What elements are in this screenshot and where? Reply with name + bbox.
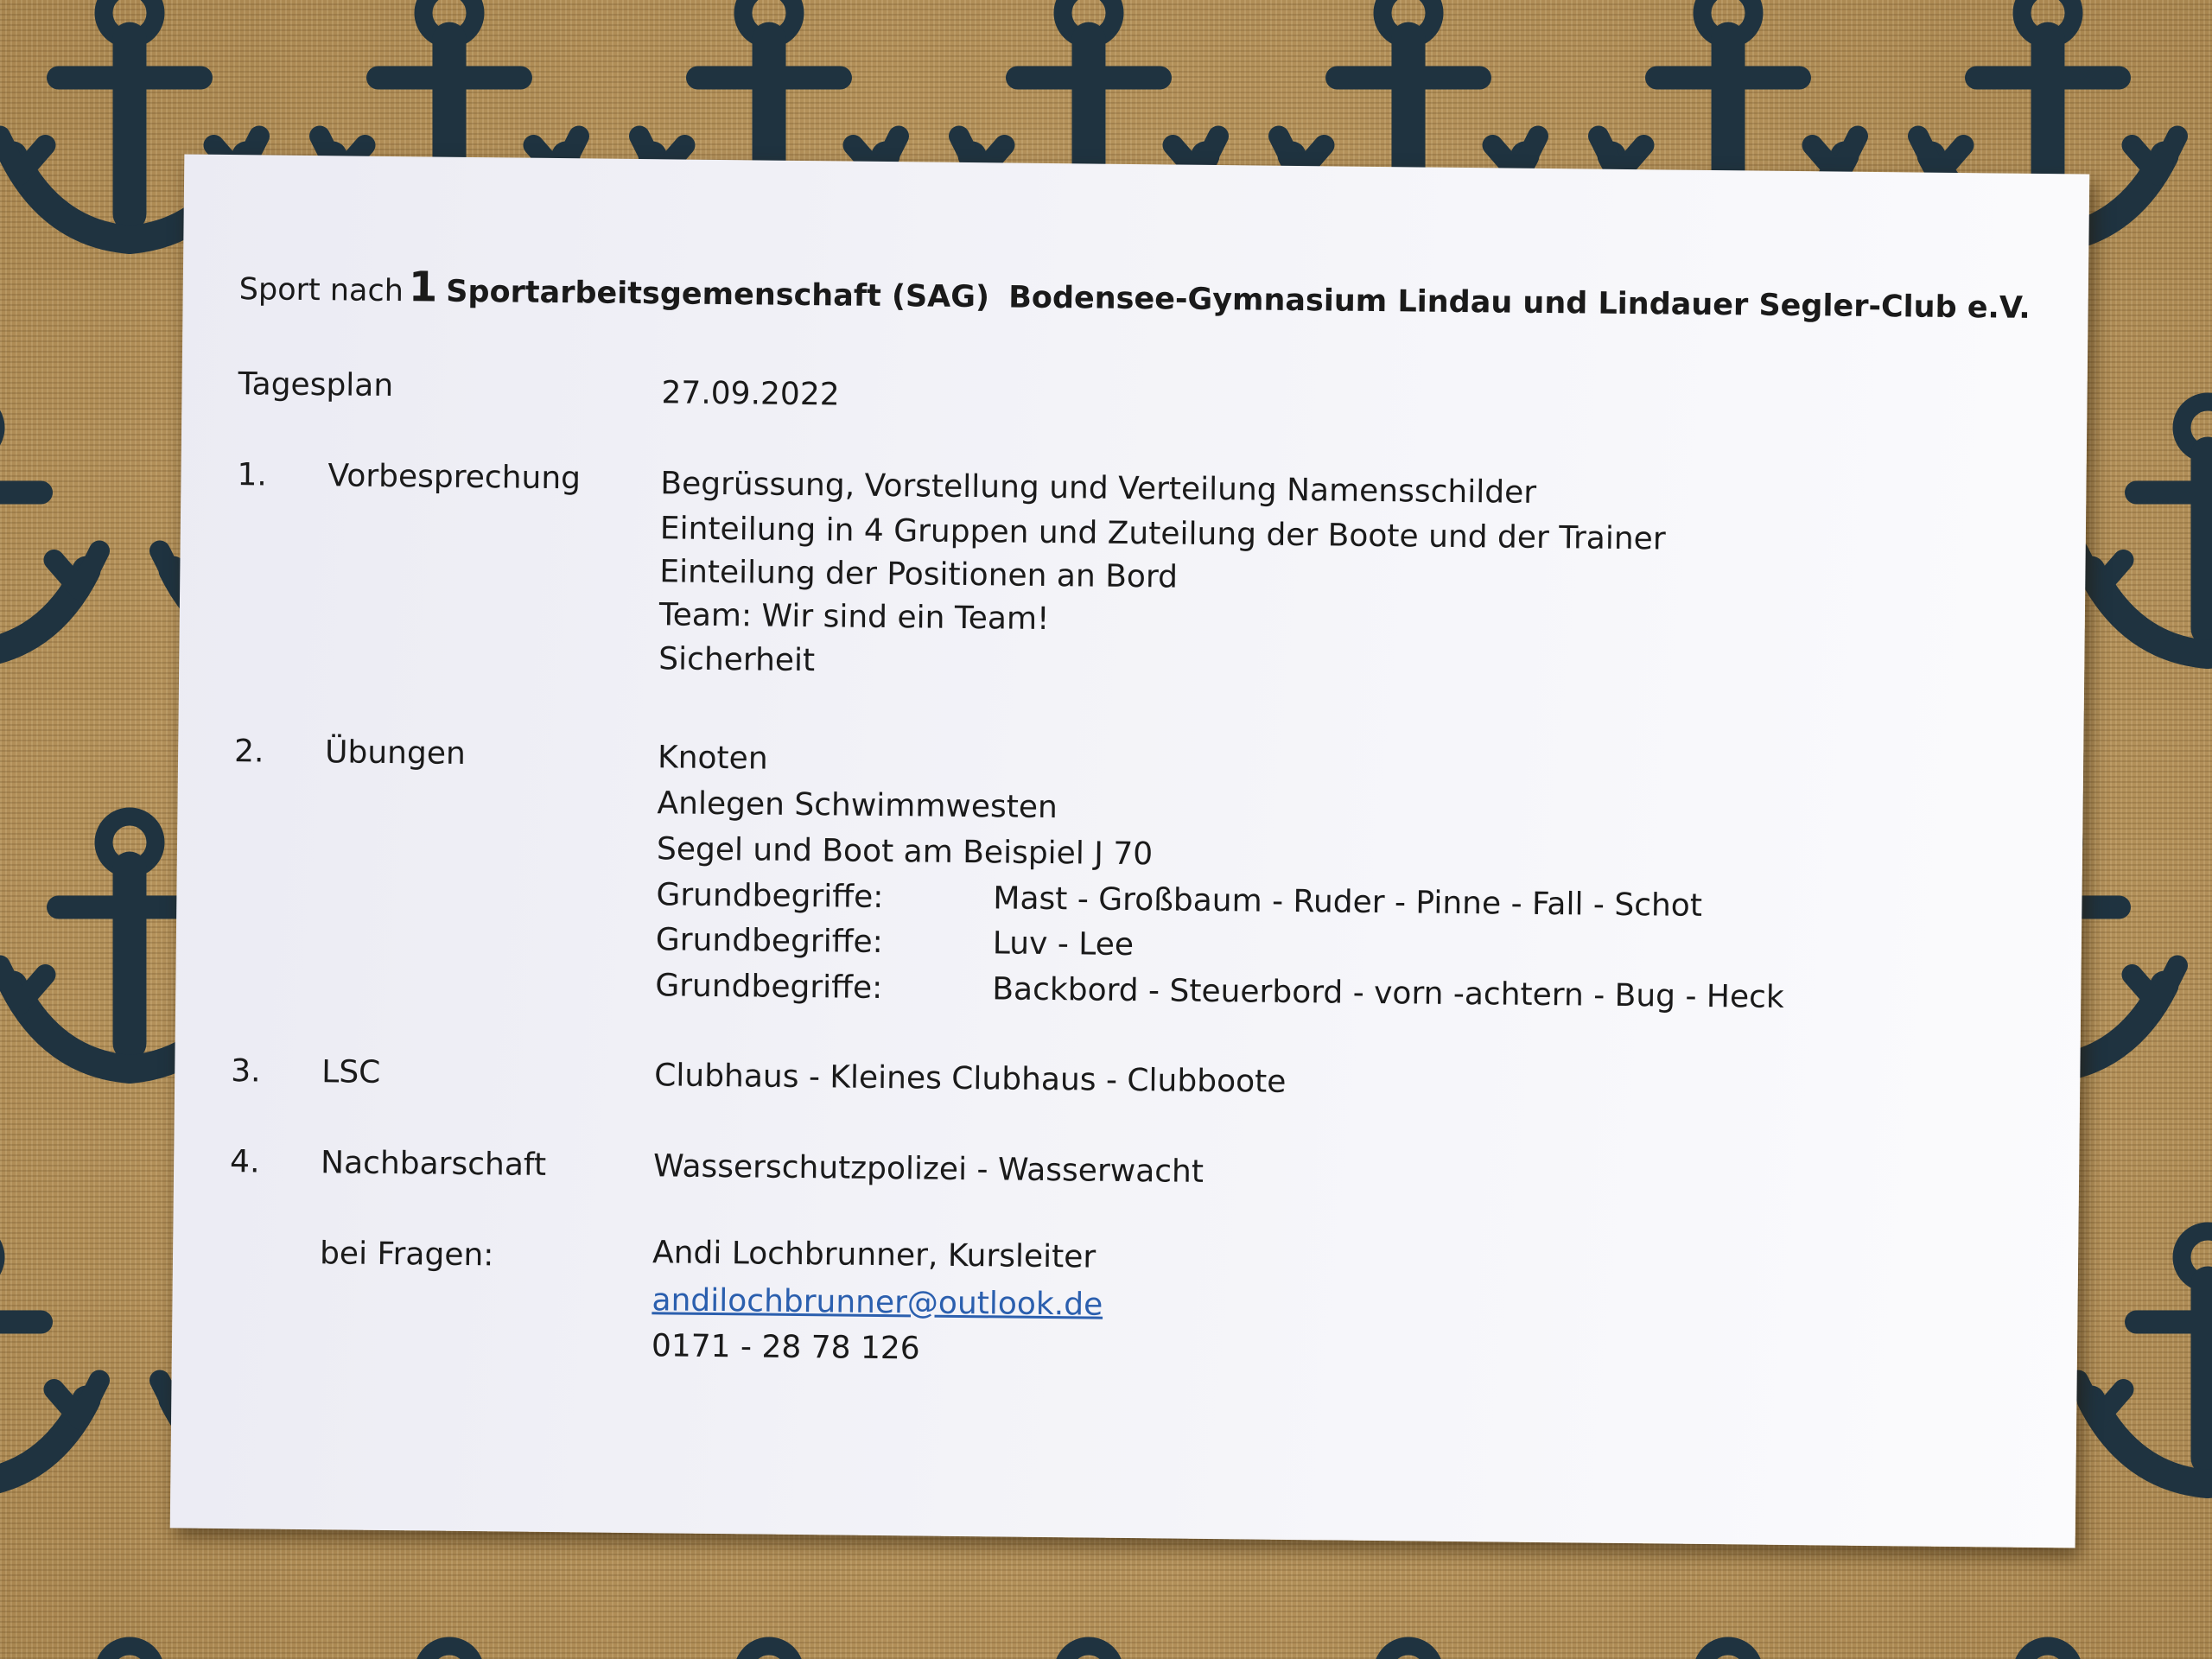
document-header [238, 263, 2031, 331]
section-3-item: Clubhaus - Kleines Clubhaus - Clubboote [654, 1058, 1287, 1100]
section-1-item: Sicherheit [658, 641, 816, 679]
section-1-title: Vorbesprechung [327, 458, 582, 497]
section-3-number: 3. [231, 1053, 261, 1090]
anchor-icon [0, 1646, 259, 1659]
contact-label: bei Fragen: [319, 1236, 494, 1274]
header-number: 1 [408, 263, 438, 312]
plan-date: 27.09.2022 [661, 375, 840, 413]
section-1-item: Einteilung in 4 Gruppen und Zuteilung der Boote und der Trainer [659, 511, 1666, 557]
section-4-number: 4. [229, 1144, 260, 1180]
section-1-item: Einteilung der Positionen an Bord [659, 554, 1179, 595]
anchor-icon [1599, 1646, 1858, 1659]
section-2-item: Segel und Boot am Beispiel J 70 [656, 831, 1154, 873]
header-org: Sportarbeitsgemenschaft (SAG) [446, 274, 990, 315]
section-2-title: Übungen [324, 734, 467, 772]
term-value: Mast - Großbaum - Ruder - Pinne - Fall - Schot [993, 880, 1703, 924]
contact-name: Andi Lochbrunner, Kursleiter [652, 1235, 1096, 1275]
term-value: Backbord - Steuerbord - vorn -achtern - Bug - Heck [992, 971, 1784, 1015]
section-3-title: LSC [321, 1054, 381, 1090]
section-1-number: 1. [237, 457, 268, 493]
contact-email-link[interactable]: andilochbrunner@outlook.de [652, 1282, 1103, 1323]
anchor-icon [0, 402, 99, 655]
anchor-icon [1918, 1646, 2177, 1659]
anchor-icon [2078, 402, 2212, 655]
section-2-item: Knoten [657, 740, 768, 777]
anchor-icon [0, 1231, 99, 1484]
schedule-sheet [170, 154, 2090, 1548]
section-2-item: Anlegen Schwimmwesten [657, 785, 1058, 826]
term-label: Grundbegriffe: [655, 922, 884, 961]
section-4-item: Wasserschutzpolizei - Wasserwacht [652, 1148, 1205, 1190]
section-2-number: 2. [233, 734, 264, 770]
anchor-icon [639, 1646, 899, 1659]
anchor-icon [1279, 1646, 1538, 1659]
plan-label: Tagesplan [238, 366, 394, 404]
term-label: Grundbegriffe: [656, 877, 884, 916]
contact-phone: 0171 - 28 78 126 [651, 1328, 920, 1367]
header-schools: Bodensee-Gymnasium Lindau und Lindauer Segler-Club e.V. [1008, 280, 2031, 326]
anchor-icon [959, 1646, 1218, 1659]
section-4-title: Nachbarschaft [320, 1145, 547, 1183]
section-1-item: Team: Wir sind ein Team! [658, 597, 1050, 638]
anchor-icon [2078, 1231, 2212, 1484]
term-value: Luv - Lee [992, 925, 1135, 963]
header-prefix: Sport nach [238, 272, 404, 309]
term-label: Grundbegriffe: [655, 968, 883, 1007]
anchor-icon [320, 1646, 579, 1659]
section-1-item: Begrüssung, Vorstellung und Verteilung Namensschilder [660, 466, 1537, 511]
